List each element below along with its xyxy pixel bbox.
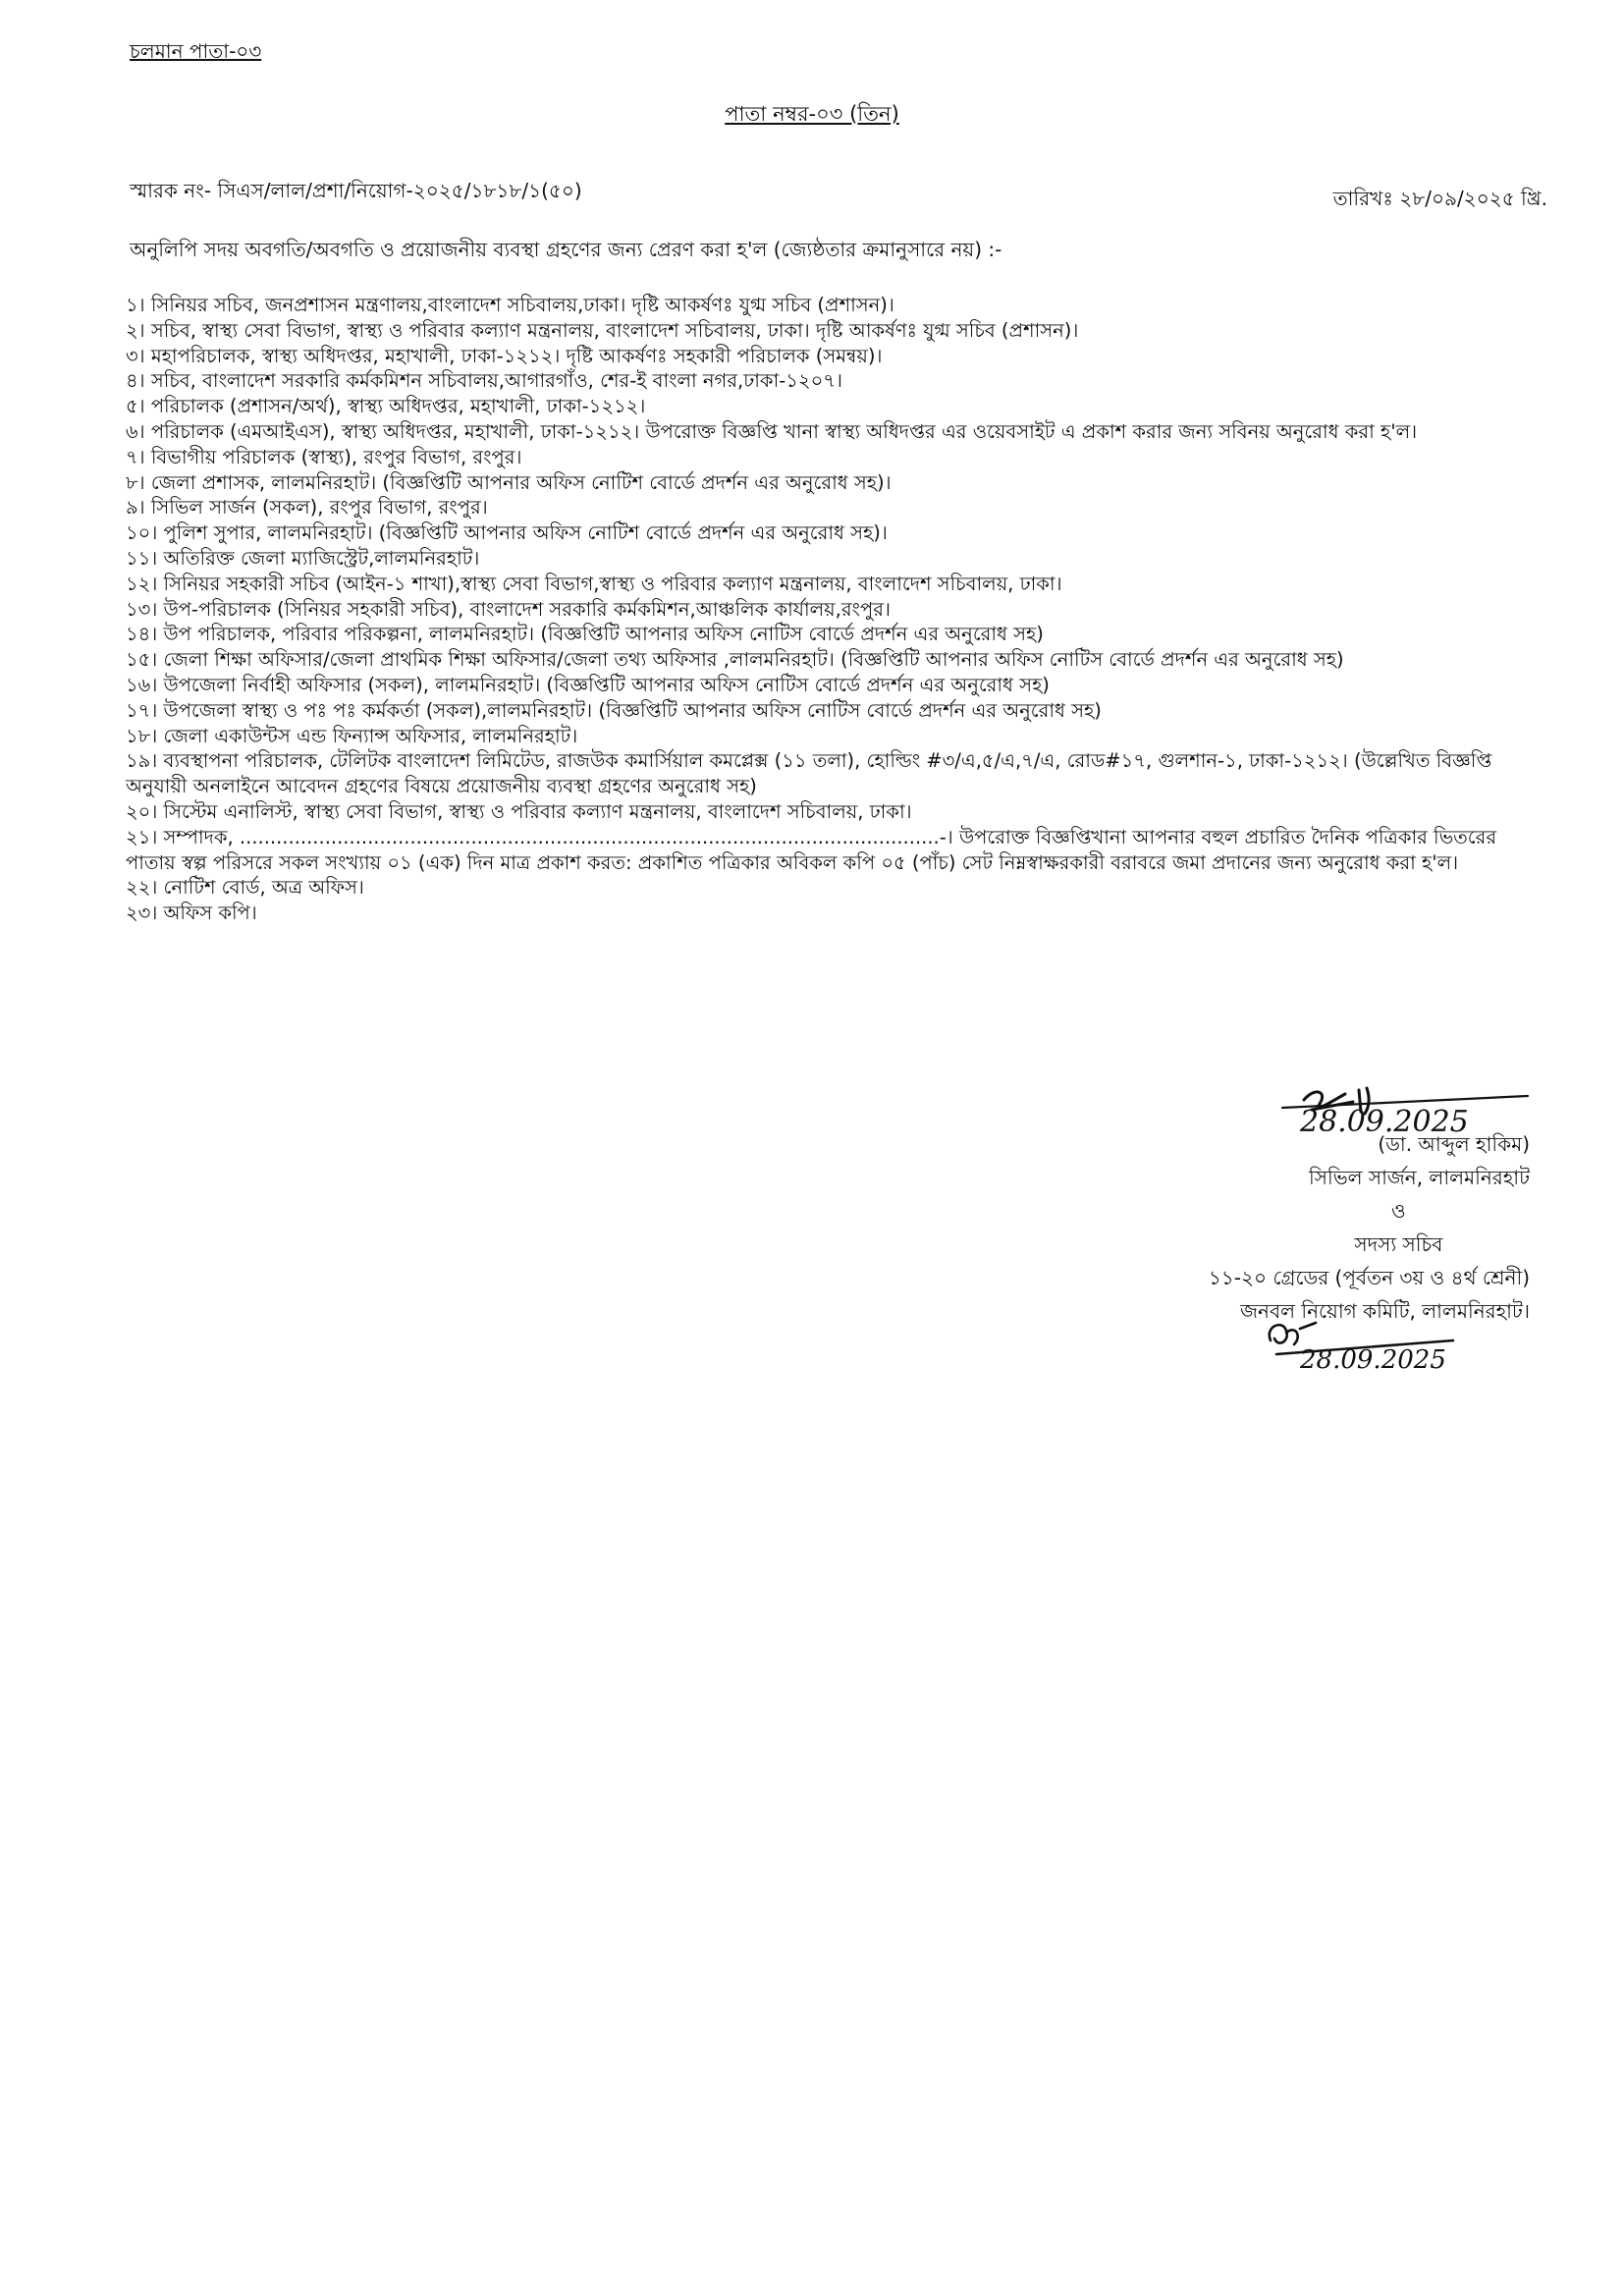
recipient-item: ১৩। উপ-পরিচালক (সিনিয়র সহকারী সচিব), বাংলাদেশ সরকারি কর্মকমিশন,আঞ্চলিক কার্যালয়,রংপুর। bbox=[126, 597, 891, 621]
recipient-item: ১৭। উপজেলা স্বাস্থ্য ও পঃ পঃ কর্মকর্তা (সকল),লালমনিরহাট। (বিজ্ঞপ্তিটি আপনার অফিস নোটিস বোর্ডে প্রদর্শন এর অনুরোধ সহ) bbox=[126, 698, 1102, 722]
recipient-item: ৪। সচিব, বাংলাদেশ সরকারি কর্মকমিশন সচিবালয়,আগারগাঁও, শের-ই বাংলা নগর,ঢাকা-১২০৭। bbox=[126, 369, 842, 393]
recipient-item: ১৪। উপ পরিচালক, পরিবার পরিকল্পনা, লালমনিরহাট। (বিজ্ঞপ্তিটি আপনার অফিস নোটিস বোর্ডে প্রদর্শন এর অনুরোধ সহ) bbox=[126, 623, 1044, 646]
recipient-item: ২। সচিব, স্বাস্থ্য সেবা বিভাগ, স্বাস্থ্য ও পরিবার কল্যাণ মন্ত্রনালয়, বাংলাদেশ সচিবালয়, ঢাকা। দৃষ্টি আকর্ষণঃ যুগ্ম সচিব (প্রশাসন)। bbox=[126, 318, 1079, 342]
document-date: তারিখঃ ২৮/০৯/২০২৫ খ্রি. bbox=[1332, 187, 1547, 210]
recipient-item: ৩। মহাপরিচালক, স্বাস্থ্য অধিদপ্তর, মহাখালী, ঢাকা-১২১২। দৃষ্টি আকর্ষণঃ সহকারী পরিচালক (সমন্বয়)। bbox=[126, 344, 883, 367]
recipient-item: ১৫। জেলা শিক্ষা অফিসার/জেলা প্রাথমিক শিক্ষা অফিসার/জেলা তথ্য অফিসার ,লালমনিরহাট। (বিজ্ঞপ্তিটি আপনার অফিস নোটিস বোর্ডে প্রদর্শন এর অনুরোধ সহ) bbox=[126, 648, 1344, 672]
recipient-item: ৭। বিভাগীয় পরিচালক (স্বাস্থ্য), রংপুর বিভাগ, রংপুর। bbox=[126, 445, 522, 468]
signatory-committee: জনবল নিয়োগ কমিটি, লালমনিরহাট। bbox=[1240, 1299, 1530, 1323]
recipient-item: ২৩। অফিস কপি। bbox=[126, 902, 257, 925]
recipient-item: ৮। জেলা প্রশাসক, লালমনিরহাট। (বিজ্ঞপ্তিটি আপনার অফিস নোটিশ বোর্ডে প্রদর্শন এর অনুরোধ সহ)। bbox=[126, 470, 892, 494]
handwritten-initials bbox=[1257, 1311, 1473, 1380]
initials-date: 28.09.2025 bbox=[1300, 1345, 1446, 1375]
page-number-heading: পাতা নম্বর-০৩ (তিন) bbox=[725, 102, 899, 126]
recipient-item: ৫। পরিচালক (প্রশাসন/অর্থ), স্বাস্থ্য অধিদপ্তর, মহাখালী, ঢাকা-১২১২। bbox=[126, 395, 646, 418]
recipient-item: ১৬। উপজেলা নির্বাহী অফিসার (সকল), লালমনিরহাট। (বিজ্ঞপ্তিটি আপনার অফিস নোটিস বোর্ডে প্রদর্শন এর অনুরোধ সহ) bbox=[126, 673, 1050, 696]
signatory-block bbox=[1209, 1127, 1530, 1328]
signatory-role: সদস্য সচিব bbox=[1354, 1232, 1443, 1256]
recipient-list bbox=[126, 293, 1540, 926]
signatory-designation: সিভিল সার্জন, লালমনিরহাট bbox=[1309, 1166, 1530, 1189]
signature-date: 28.09.2025 bbox=[1300, 1105, 1469, 1139]
copy-forward-intro: অনুলিপি সদয় অবগতি/অবগতি ও প্রয়োজনীয় ব্যবস্থা গ্রহণের জন্য প্রেরণ করা হ'ল (জ্যেষ্ঠতার ক্রমানুসারে নয়) :- bbox=[130, 238, 1002, 261]
signatory-name: (ডা. আব্দুল হাকিম) bbox=[1378, 1132, 1530, 1156]
signatory-grade: ১১-২০ গ্রেডের (পূর্বতন ৩য় ও ৪র্থ শ্রেনী) bbox=[1208, 1266, 1530, 1289]
recipient-item: ১১। অতিরিক্ত জেলা ম্যাজিস্ট্রেট,লালমনিরহাট। bbox=[126, 546, 480, 570]
recipient-item: ১৯। ব্যবস্থাপনা পরিচালক, টেলিটক বাংলাদেশ লিমিটেড, রাজউক কমার্সিয়াল কমপ্লেক্স (১১ তলা), হোল্ডিং #৩/এ,৫/এ,৭/এ, রোড#১৭, গুলশান-১, ঢাকা-১২১২। (উল্লেখিত বিজ্ঞপ্তি অনুযায়ী অনলাইনে আবেদন গ্রহণের বিষয়ে প্রয়োজনীয় ব্যবস্থা গ্রহণের অনুরোধ সহ) bbox=[126, 749, 1492, 798]
recipient-item: ২২। নোটিশ বোর্ড, অত্র অফিস। bbox=[126, 876, 364, 900]
recipient-item: ৯। সিভিল সার্জন (সকল), রংপুর বিভাগ, রংপুর। bbox=[126, 496, 488, 519]
recipient-item: ১। সিনিয়র সচিব, জনপ্রশাসন মন্ত্রণালয়,বাংলাদেশ সচিবালয়,ঢাকা। দৃষ্টি আকর্ষণঃ যুগ্ম সচিব (প্রশাসন)। bbox=[126, 294, 894, 316]
running-page-label: চলমান পাতা-০৩ bbox=[130, 39, 262, 63]
recipient-item: ২০। সিস্টেম এনালিস্ট, স্বাস্থ্য সেবা বিভাগ, স্বাস্থ্য ও পরিবার কল্যাণ মন্ত্রনালয়, বাংলাদেশ সচিবালয়, ঢাকা। bbox=[126, 799, 912, 823]
recipient-item: ২১। সম্পাদক, ...................................................................................................................-। উপরোক্ত বিজ্ঞপ্তিখানা আপনার বহুল প্রচারিত দৈনিক পত্রিকার ভিতরের পাতায় স্বল্প পরিসরে সকল সংখ্যায় ০১ (এক) দিন মাত্র প্রকাশ করত: প্রকাশিত পত্রিকার অবিকল কপি ০৫ (পাঁচ) সেট নিম্নস্বাক্ষরকারী বরাবরে জমা প্রদানের জন্য অনুরোধ করা হ'ল। bbox=[126, 825, 1497, 874]
recipient-item: ১৮। জেলা একাউন্টস এন্ড ফিন্যান্স অফিসার, লালমনিরহাট। bbox=[126, 724, 578, 747]
recipient-item: ৬। পরিচালক (এমআইএস), স্বাস্থ্য অধিদপ্তর, মহাখালী, ঢাকা-১২১২। উপরোক্ত বিজ্ঞপ্তি খানা স্বাস্থ্য অধিদপ্তর এর ওয়েবসাইট এ প্রকাশ করার জন্য সবিনয় অনুরোধ করা হ'ল। bbox=[126, 419, 1418, 443]
memo-number: স্মারক নং- সিএস/লাল/প্রশা/নিয়োগ-২০২৫/১৮১৮/১(৫০) bbox=[130, 179, 582, 202]
recipient-item: ১২। সিনিয়র সহকারী সচিব (আইন-১ শাখা),স্বাস্থ্য সেবা বিভাগ,স্বাস্থ্য ও পরিবার কল্যাণ মন্ত্রনালয়, বাংলাদেশ সচিবালয়, ঢাকা। bbox=[126, 572, 1062, 595]
signatory-conjunction: ও bbox=[1391, 1199, 1406, 1223]
recipient-item: ১০। পুলিশ সুপার, লালমনিরহাট। (বিজ্ঞপ্তিটি আপনার অফিস নোটিশ বোর্ডে প্রদর্শন এর অনুরোধ সহ)। bbox=[126, 521, 888, 545]
